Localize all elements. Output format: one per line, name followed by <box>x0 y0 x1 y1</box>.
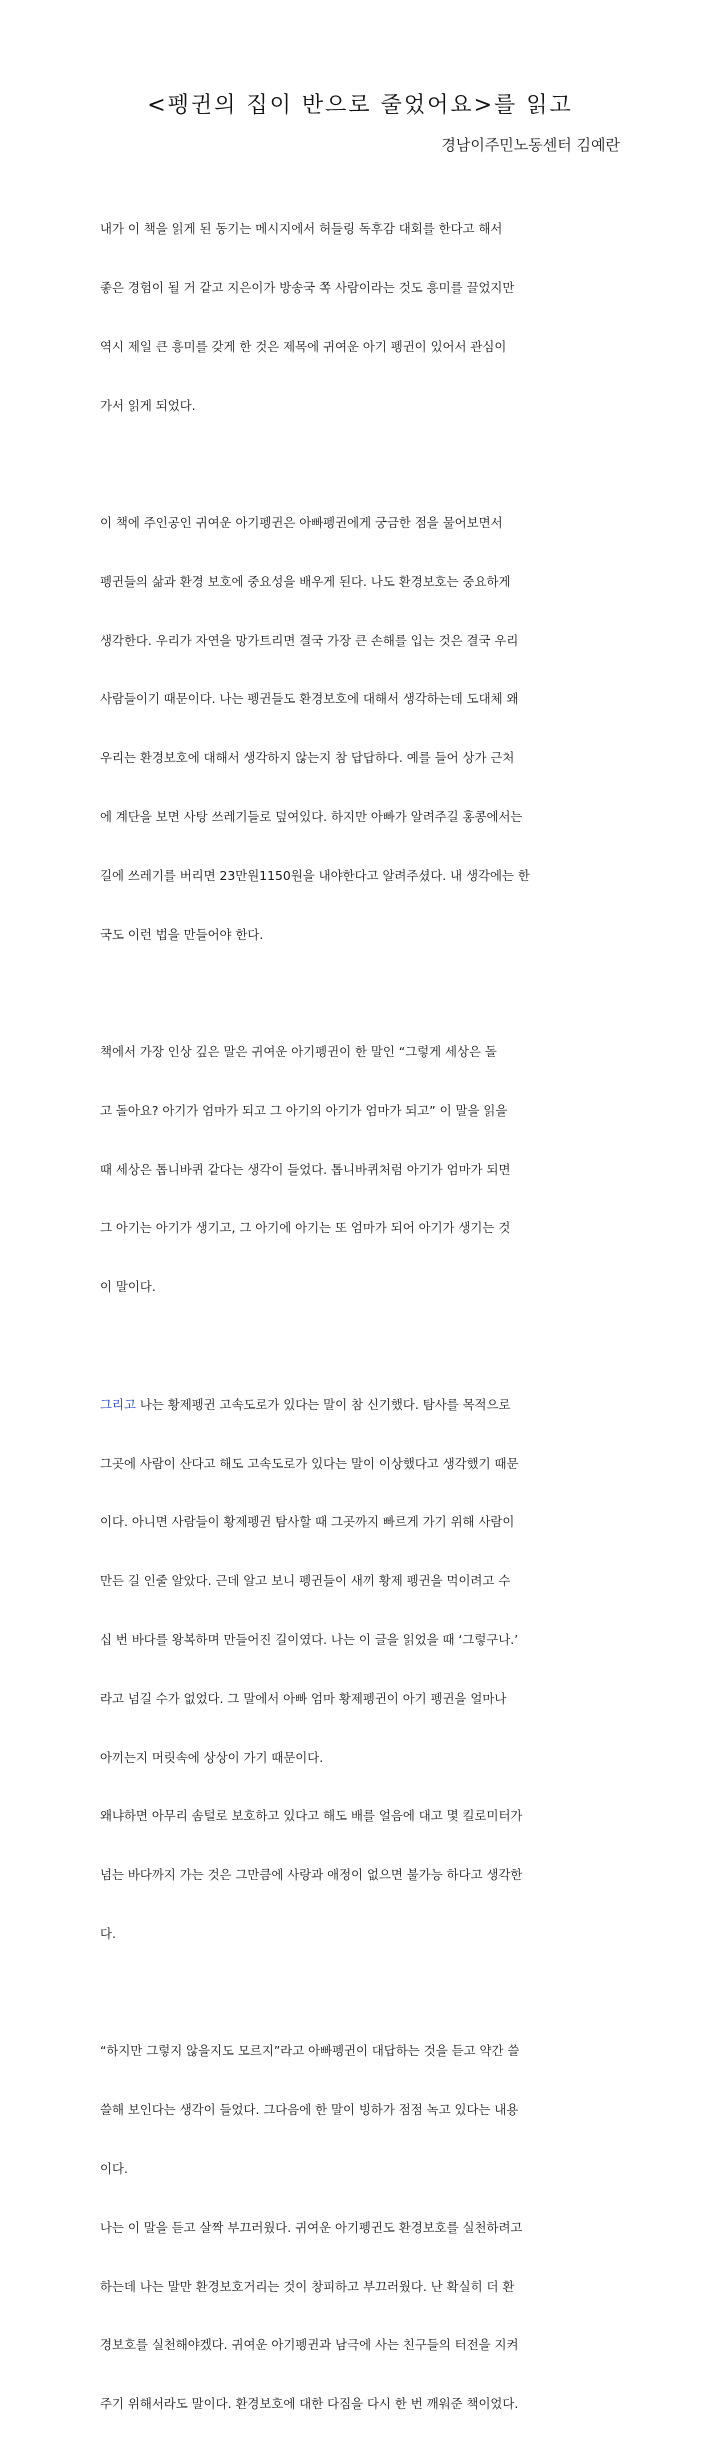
document-body <box>100 180 622 2453</box>
text-line: 때 세상은 톱니바퀴 같다는 생각이 들었다. 톱니바퀴처럼 아기가 엄마가 되면 <box>100 1161 511 1177</box>
text-line: 역시 제일 큰 흥미를 갖게 한 것은 제목에 귀여운 아기 펭귄이 있어서 관심이 <box>100 338 507 354</box>
text-line: 고 돌아요? 아기가 엄마가 되고 그 아기의 아기가 엄마가 되고” 이 말을 읽을 <box>100 1102 508 1118</box>
paragraph-3 <box>100 1003 622 1336</box>
text-line: 펭귄들의 삶과 환경 보호에 중요성을 배우게 된다. 나도 환경보호는 중요하게 <box>100 573 511 589</box>
text-line-first <box>100 1395 622 1415</box>
text-line: 좋은 경험이 될 거 같고 지은이가 방송국 쪽 사람이라는 것도 흥미를 끌었지만 <box>100 279 515 295</box>
text-line: 그곳에 사람이 산다고 해도 고속도로가 있다는 말이 이상했다고 생각했기 때문 <box>100 1455 519 1471</box>
text-line: 넘는 바다까지 가는 것은 그만큼에 사랑과 애정이 없으면 불가능 하다고 생각한 <box>100 1867 523 1883</box>
document-title: <펭귄의 집이 반으로 줄었어요>를 읽고 <box>147 93 573 118</box>
text-line: 가서 읽게 되었다. <box>100 397 196 413</box>
text-line: “하지만 그렇지 않을지도 모르지”라고 아빠펭귄이 대답하는 것을 듣고 약간 쓸 <box>100 2043 520 2059</box>
paragraph-5 <box>100 2002 622 2453</box>
text-line: 경보호를 실천해야겠다. 귀여운 아기펭귄과 남극에 사는 친구들의 터전을 지켜 <box>100 2337 519 2353</box>
text-line: 쓸해 보인다는 생각이 들었다. 그다음에 한 말이 빙하가 점점 녹고 있다는 내용 <box>100 2102 519 2118</box>
text-line: 라고 넘길 수가 없었다. 그 말에서 아빠 엄마 황제펭귄이 아기 펭귄을 얼마나 <box>100 1690 507 1706</box>
text-line: 아끼는지 머릿속에 상상이 가기 때문이다. <box>100 1749 324 1765</box>
text-line: 길에 쓰레기를 버리면 23만원1150원을 내야한다고 알려주셨다. 내 생각에는 한 <box>100 867 530 883</box>
text-line: 이 책에 주인공인 귀여운 아기펭귄은 아빠펭귄에게 궁금한 점을 물어보면서 <box>100 515 503 531</box>
text-line: 국도 이런 법을 만들어야 한다. <box>100 926 264 942</box>
text-line: 생각한다. 우리가 자연을 망가트리면 결국 가장 큰 손해를 입는 것은 결국 우리 <box>100 632 519 648</box>
text-line: 그 아기는 아기가 생기고, 그 아기에 아기는 또 엄마가 되어 아기가 생기는 것 <box>100 1220 511 1236</box>
text-line: 우리는 환경보호에 대해서 생각하지 않는지 참 답답하다. 예를 들어 상가 근처 <box>100 750 515 766</box>
highlighted-word: 그리고 <box>100 1396 136 1412</box>
text-line: 내가 이 책을 읽게 된 동기는 메시지에서 허들링 독후감 대회를 한다고 해서 <box>100 221 503 237</box>
text-line: 이 말이다. <box>100 1279 156 1295</box>
text-line: 주기 위해서라도 말이다. 환경보호에 대한 다짐을 다시 한 번 깨워준 책이었다. <box>100 2396 519 2412</box>
text-line-rest: 나는 황제펭귄 고속도로가 있다는 말이 참 신기했다. 탐사를 목적으로 <box>135 1396 511 1412</box>
text-line: 하는데 나는 말만 환경보호거리는 것이 창피하고 부끄러웠다. 난 확실히 더 환 <box>100 2278 515 2294</box>
text-line: 나는 이 말을 듣고 살짝 부끄러웠다. 귀여운 아기펭귄도 환경보호를 실천하려고 <box>100 2219 523 2235</box>
text-line: 사람들이기 때문이다. 나는 펭귄들도 환경보호에 대해서 생각하는데 도대체 왜 <box>100 691 519 707</box>
paragraph-4 <box>100 1356 622 1983</box>
paragraph-1 <box>100 180 622 454</box>
text-line: 이다. <box>100 2160 128 2176</box>
paragraph-gap <box>100 983 622 1003</box>
paragraph-gap <box>100 454 622 474</box>
paragraph-gap <box>100 1336 622 1356</box>
text-line: 이다. 아니면 사람들이 황제펭귄 탐사할 때 그곳까지 빠르게 가기 위해 사람이 <box>100 1514 515 1530</box>
document-author: 경남이주민노동센터 김예란 <box>441 136 620 154</box>
text-line: 십 번 바다를 왕복하며 만들어진 길이였다. 나는 이 글을 읽었을 때 ‘그렇구나.’ <box>100 1631 519 1647</box>
text-line: 책에서 가장 인상 깊은 말은 귀여운 아기펭귄이 한 말인 “그렇게 세상은 돌 <box>100 1044 497 1060</box>
text-line: 왜냐하면 아무리 솜털로 보호하고 있다고 해도 배를 얼음에 대고 몇 킬로미터가 <box>100 1808 523 1824</box>
text-line: 다. <box>100 1925 116 1941</box>
text-line: 에 계단을 보면 사탕 쓰레기들로 덮여있다. 하지만 아빠가 알려주길 홍콩에서는 <box>100 809 523 824</box>
paragraph-2 <box>100 474 622 983</box>
text-line: 만든 길 인줄 알았다. 근데 알고 보니 펭귄들이 새끼 황제 펭귄을 먹이려고 수 <box>100 1573 511 1589</box>
paragraph-gap <box>100 1983 622 2003</box>
